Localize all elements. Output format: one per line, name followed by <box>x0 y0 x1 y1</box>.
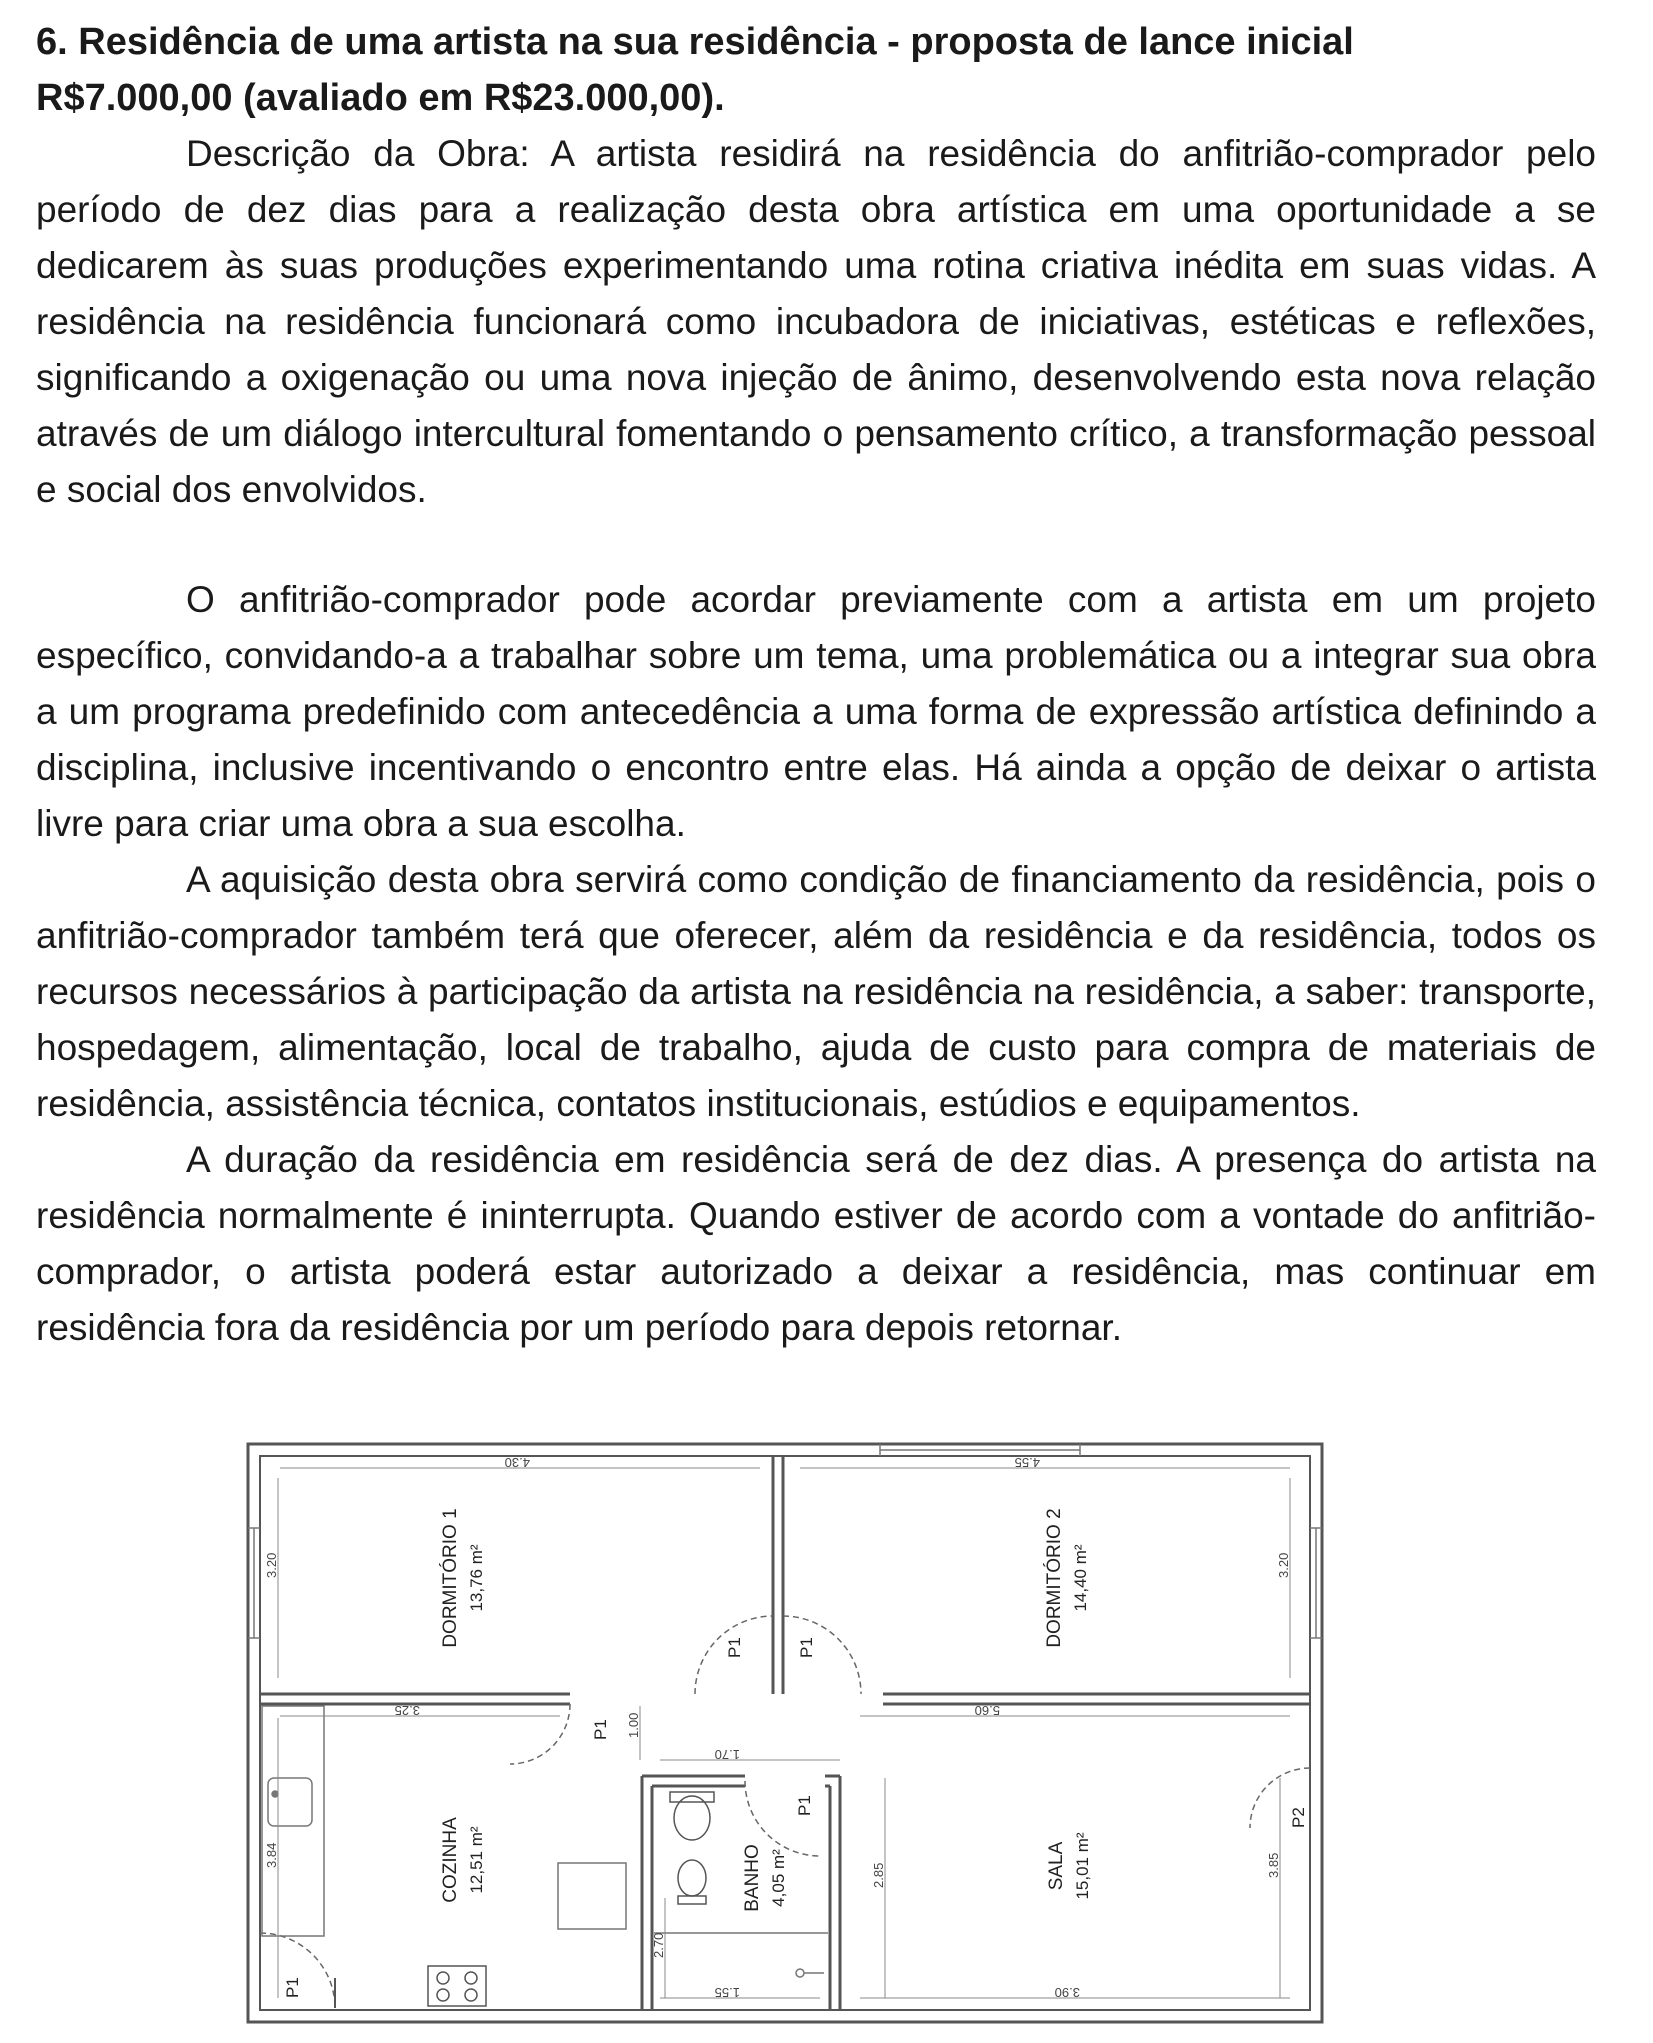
dimension-label: 1.70 <box>714 1747 740 1762</box>
dimension-label: 3.25 <box>394 1703 420 1718</box>
dimension-label: 3.90 <box>1054 1985 1080 2000</box>
door-label: P1 <box>283 1977 302 1998</box>
paragraph-duration: A duração da residência em residência será de dez dias. A presença do artista na residência normalmente é ininterrupta. Quando estiver de acordo com a vontade do anfitrião-comprador, o artista poderá estar autorizado a deixar a residência, mas continuar em residência fora da residência por um período para depois retornar. <box>36 1139 1596 1348</box>
door-label: P1 <box>795 1795 814 1816</box>
heading-line-1: 6. Residência de uma artista na sua residência - proposta de lance inicial <box>36 21 1354 63</box>
paragraph-acquisition: A aquisição desta obra servirá como condição de financiamento da residência, pois o anfitrião-comprador também terá que oferecer, além da residência e da residência, todos os recursos necessários à participação da artista na residência na residência, a saber: transporte, hospedagem, alimentação, local de trabalho, ajuda de custo para compra de materiais de residência, assistência técnica, contatos institucionais, estúdios e equipamentos. <box>36 859 1596 1124</box>
door-label: P1 <box>797 1637 816 1658</box>
stove-icon <box>428 1966 486 2006</box>
room-label-banho <box>742 1844 788 1912</box>
dimension-label: 3.85 <box>1266 1852 1281 1878</box>
floor-plan-drawing <box>240 1438 1330 2028</box>
room-name: COZINHA <box>440 1817 461 1903</box>
paragraph-project: O anfitrião-comprador pode acordar previamente com a artista em um projeto específico, convidando-a a trabalhar sobre um tema, uma problemática ou a integrar sua obra a um programa predefinido com antecedência a uma forma de expressão artística definindo a disciplina, inclusive incentivando o encontro entre elas. Há ainda a opção de deixar o artista livre para criar uma obra a sua escolha. <box>36 579 1596 844</box>
kitchen-counter <box>262 1706 324 1936</box>
document-heading <box>36 14 1596 126</box>
room-name: SALA <box>1046 1841 1067 1891</box>
description-block <box>36 126 1596 518</box>
room-area: 13,76 m² <box>467 1544 486 1612</box>
door-swings <box>260 1616 1310 2008</box>
details-block <box>36 572 1596 1356</box>
door-label: P2 <box>1289 1807 1308 1828</box>
dimension-label: 1.00 <box>626 1712 641 1738</box>
room-label-cozinha <box>440 1817 486 1903</box>
shower-icon <box>654 1933 828 1977</box>
refrigerator-icon <box>558 1863 626 1929</box>
paragraph-description: Descrição da Obra: A artista residirá na residência do anfitrião-comprador pelo período de dez dias para a realização desta obra artística em uma oportunidade a se dedicarem às suas produções experimentando uma rotina criativa inédita em suas vidas. A residência na residência funcionará como incubadora de iniciativas, estéticas e reflexões, significando a oxigenação ou uma nova injeção de ânimo, desenvolvendo esta nova relação através de um diálogo intercultural fomentando o pensamento crítico, a transformação pessoal e social dos envolvidos. <box>36 133 1596 510</box>
room-label-sala <box>1046 1832 1092 1899</box>
heading-line-2: R$7.000,00 (avaliado em R$23.000,00). <box>36 77 725 119</box>
toilet-icon <box>670 1792 714 1904</box>
dimension-label: 4.30 <box>504 1455 530 1470</box>
room-area: 15,01 m² <box>1073 1832 1092 1900</box>
room-area: 12,51 m² <box>467 1826 486 1894</box>
door-leaves <box>335 1616 783 2008</box>
door-label: P1 <box>591 1719 610 1740</box>
dimension-label: 3.84 <box>264 1842 279 1868</box>
outer-walls <box>248 1444 1322 2022</box>
interior-walls <box>260 1456 1310 2010</box>
dimension-label: 5.60 <box>974 1703 1000 1718</box>
floor-plan <box>240 1438 1330 2028</box>
dimension-label: 4.55 <box>1014 1455 1040 1470</box>
dimension-label: 1.55 <box>714 1985 740 2000</box>
dimension-label: 3.20 <box>1276 1552 1291 1578</box>
room-label-dormitorio-1 <box>439 1508 486 1647</box>
windows <box>248 1444 1322 1638</box>
room-name: BANHO <box>742 1844 763 1912</box>
room-name: DORMITÓRIO 1 <box>440 1508 461 1648</box>
dimension-label: 2.85 <box>871 1862 886 1888</box>
room-name: DORMITÓRIO 2 <box>1044 1508 1065 1648</box>
dimension-label: 2.70 <box>651 1932 666 1958</box>
room-area: 14,40 m² <box>1071 1544 1090 1612</box>
door-label: P1 <box>725 1637 744 1658</box>
room-label-dormitorio-2 <box>1043 1508 1090 1647</box>
dimension-label: 3.20 <box>264 1552 279 1578</box>
room-area: 4,05 m² <box>769 1849 788 1907</box>
